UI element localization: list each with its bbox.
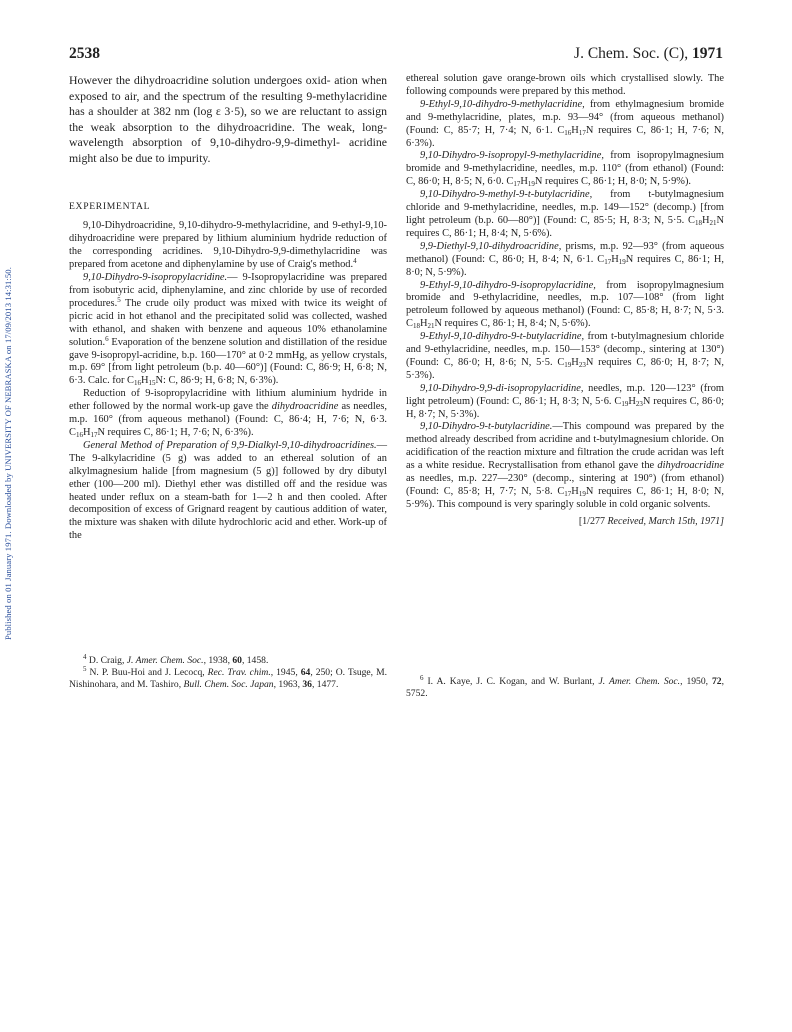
compound-text: prisms, m.p. 92—93° (from aqueous methanol) (Found: C, 86·0; H, 8·4; N, 6·1. C bbox=[406, 240, 724, 265]
paragraph-text: Reduction of 9-isopropylacridine with lithium aluminium hydride in ether followed by the normal work-up gave the bbox=[69, 388, 387, 413]
journal-name: J. Chem. Soc. (C), bbox=[574, 45, 692, 62]
paragraph-text: H bbox=[82, 426, 91, 438]
ref-superscript: 4 bbox=[353, 257, 357, 266]
subscript: 18 bbox=[412, 322, 420, 331]
paragraph-isopropyl bbox=[69, 272, 387, 388]
subscript: 18 bbox=[694, 218, 702, 227]
compound-text: needles, m.p. 120—123° (from light petroleum) (Found: C, 86·1; H, 8·3; N, 5·6. C bbox=[406, 382, 724, 407]
compound-entry bbox=[406, 150, 724, 189]
compound-name: 9-Ethyl-9,10-dihydro-9-isopropylacridine, bbox=[420, 279, 596, 291]
compound-text: H bbox=[571, 356, 579, 368]
compound-entry bbox=[406, 241, 724, 280]
journal-title: Bull. Chem. Soc. Japan bbox=[183, 678, 274, 690]
journal-year: 1971 bbox=[692, 45, 723, 62]
compound-name: 9,10-Dihydro-9-methyl-9-t-butylacridine, bbox=[420, 189, 593, 201]
footnote-text: N. P. Buu-Hoi and J. Lecocq, bbox=[86, 666, 208, 678]
download-watermark bbox=[2, 170, 16, 640]
subscript: 17 bbox=[564, 490, 572, 498]
compound-text: H bbox=[628, 395, 636, 407]
footnote-number: 5 bbox=[83, 664, 87, 673]
paragraph-text: Evaporation of the benzene solution and distillation of the residue gave 9-isopropyl-acridine, b.p. 160—170° at 0·2 mmHg, as yellow crystals, m.p. 69° [from light petroleum (b.p. 40—60°)] (Found: C, 86·9; H, 6·8; N, 6·3. Calc. for C bbox=[69, 336, 387, 387]
method-title: General Method of Preparation of 9,9-Dialkyl-9,10-dihydroacridines. bbox=[83, 439, 377, 451]
footnote-text: I. A. Kaye, J. C. Kogan, and W. Burlant, bbox=[423, 676, 599, 687]
footnote-6 bbox=[406, 676, 724, 700]
subscript: 16 bbox=[75, 430, 83, 439]
intro-line: acridine might also be due to impurity. bbox=[69, 135, 387, 165]
journal-title: J. Amer. Chem. Soc. bbox=[126, 655, 204, 666]
compound-text: H bbox=[571, 124, 579, 136]
footnote-5 bbox=[69, 664, 387, 691]
paragraph-text: 9,10-Dihydroacridine, 9,10-dihydro-9-methylacridine, and 9-ethyl-9,10-dihydroacridine were prepared by lithium aluminium hydride reduction of the corresponding acridines. 9,10-Dihydro-9,9-dimethylacridine was prepared from acetone and diphenylamine by use of Craig's method. bbox=[69, 220, 387, 271]
footnote-text: , 250; O. Tsuge, M. Nishinohara, and M. Tashiro, bbox=[69, 666, 387, 690]
italic-term: dihydroacridine bbox=[657, 460, 724, 472]
subscript: 19 bbox=[618, 257, 626, 266]
intro-line: wavelength absorption of 9,10-dihydro-9,9-dimethyl- bbox=[69, 135, 340, 150]
compound-text: N requires C, 86·1; H, 8·4; N, 5·6%). bbox=[434, 318, 591, 330]
paragraph-continued: ethereal solution gave orange-brown oils which crystallised slowly. The following compounds were prepared by this method. bbox=[406, 73, 724, 97]
compound-text: —This compound was prepared by the method already described from acridine and t-butylmagnesium chloride. On acidification of the reaction mixture and filtration the crude acridan was left as a white residue. Recrystallisation from ethanol gave the bbox=[406, 421, 724, 472]
compound-name: 9-Ethyl-9,10-dihydro-9-t-butylacridine, bbox=[420, 331, 585, 343]
journal-title: Rec. Trav. chim. bbox=[207, 666, 271, 678]
watermark-text: Published on 01 January 1971. Downloaded by UNIVERSITY OF NEBRASKA on 17/09/2013 14:31:50. bbox=[3, 267, 13, 640]
footnote-text: , 1963, bbox=[273, 678, 303, 690]
footnote-number: 6 bbox=[420, 674, 424, 682]
compound-name: 9,10-Dihydro-9-t-butylacridine. bbox=[420, 421, 553, 433]
subscript: 19 bbox=[527, 180, 535, 189]
journal-reference bbox=[574, 45, 723, 63]
compound-text: H bbox=[571, 486, 579, 497]
subscript: 19 bbox=[578, 490, 586, 498]
subscript: 23 bbox=[578, 360, 586, 369]
footnotes-right bbox=[406, 676, 724, 700]
intro-line: However the dihydroacridine solution undergoes oxid- bbox=[69, 73, 331, 87]
footnote-text: , 5752. bbox=[406, 676, 724, 699]
compound-text: from t-butylmagnesium chloride and 9-methylacridine, needles, m.p. 149—152° (decomp.) [from light petroleum (b.p. 60—80°)] (Found: C, 85·5; H, 8·3; N, 5·5. C bbox=[406, 189, 724, 226]
compound-title: 9,10-Dihydro-9-isopropylacridine. bbox=[83, 272, 228, 284]
compound-text: H bbox=[611, 253, 619, 265]
compound-text: as needles, m.p. 227—230° (decomp., sintering at 190°) (from ethanol) (Found: C, 85·8; H, 7·7; N, 5·8. C bbox=[406, 473, 724, 497]
paragraph-text: The crude oily product was mixed with twice its weight of picric acid in hot ethanol and the precipitated solid was collected, washed with ethanol, and shaken with benzene and aqueous 10% ethanolamine solution. bbox=[69, 297, 387, 348]
paragraph-text: — 9-Isopropylacridine was prepared from isobutyric acid, diphenylamine, and zinc chloride by use of recorded procedures. bbox=[69, 272, 387, 309]
subscript: 23 bbox=[635, 399, 643, 408]
right-column bbox=[406, 73, 724, 529]
subscript: 21 bbox=[709, 218, 717, 227]
paragraph-dihydroacridines bbox=[69, 220, 387, 272]
subscript: 19 bbox=[564, 360, 572, 369]
paragraph-text: —The 9-alkylacridine (5 g) was added to an ethereal solution of an alkylmagnesium halide [from magnesium (5 g)] followed by dry dibutyl ether (100—200 ml). Diethyl ether was distilled off and the residue was heated under reflux on a steam-bath for 1—2 h and then cooled. After decomposition of excess of Grignard reagent by cautious addition of water, the mixture was shaken with dilute hydrochloric acid and ether. Work-up of the bbox=[69, 439, 387, 542]
intro-line: resulting 9-methylacridine has a shoulder at 382 nm bbox=[69, 88, 388, 119]
footnote-text: , 1945, bbox=[270, 666, 301, 678]
subscript: 17 bbox=[604, 257, 612, 266]
compound-text: N requires C, 86·0; H, 8·7; N, 5·3%). bbox=[406, 395, 724, 420]
compound-entry bbox=[406, 189, 724, 241]
compound-text: N requires C, 86·1; H, 8·0; N, 5·9%). bbox=[534, 176, 692, 188]
section-heading-experimental: EXPERIMENTAL bbox=[69, 200, 151, 212]
compound-entry bbox=[406, 421, 724, 511]
compound-entry bbox=[406, 99, 724, 151]
compound-text: from isopropylmagnesium bromide and 9-ethylacridine, needles, m.p. 107—108° (from light petroleum followed by aqueous methanol) (Found: C, 85·8; H, 8·7; N, 5·3. C bbox=[406, 279, 724, 330]
subscript: 17 bbox=[578, 128, 586, 137]
ref-superscript: 5 bbox=[117, 295, 121, 304]
footnote-4 bbox=[69, 655, 387, 667]
compound-text: H bbox=[701, 214, 710, 226]
paragraph-text: H bbox=[140, 375, 149, 387]
footnote-number: 4 bbox=[83, 653, 87, 661]
compound-text: from ethylmagnesium bromide and 9-methylacridine, plates, m.p. 93—94° (from aqueous methanol) (Found: C, 85·7; H, 7·4; N, 6·1. C bbox=[406, 98, 724, 136]
subscript: 16 bbox=[133, 379, 141, 388]
paragraph-text: N: C, 86·9; H, 6·8; N, 6·3%). bbox=[155, 375, 279, 387]
footnote-text: , 1458. bbox=[241, 655, 269, 666]
volume: 60 bbox=[232, 655, 242, 666]
subscript: 21 bbox=[427, 322, 435, 331]
left-column bbox=[69, 73, 387, 543]
paragraph-text: as needles, m.p. 160° (from aqueous methanol) (Found: C, 86·4; H, 7·6; N, 6·3. C bbox=[69, 401, 388, 438]
intro-line: ation when exposed to air, and the spectrum of the bbox=[69, 73, 387, 103]
paragraph-text: N requires C, 86·1; H, 7·6; N, 6·3%). bbox=[97, 426, 254, 438]
journal-title: J. Amer. Chem. Soc. bbox=[598, 676, 681, 687]
compound-entry bbox=[406, 331, 724, 383]
footnote-text: , 1477. bbox=[311, 678, 339, 690]
page-number: 2538 bbox=[69, 45, 100, 62]
compound-entry bbox=[406, 280, 724, 332]
compound-text: N requires C, 86·1; H, 7·6; N, 6·3%). bbox=[406, 124, 724, 149]
ref-superscript: 6 bbox=[105, 334, 109, 343]
compound-text: N requires C, 86·1; H, 8·0; N, 5·9%). bbox=[406, 253, 724, 278]
compound-text: N requires C, 86·1; H, 8·4; N, 5·6%). bbox=[406, 214, 724, 239]
intro-line: (log ε 3·5), so we are reluctant to assign the weak bbox=[69, 104, 388, 134]
received-line bbox=[406, 516, 724, 529]
compound-name: 9,10-Dihydro-9,9-di-isopropylacridine, bbox=[420, 382, 584, 394]
footnotes-left bbox=[69, 655, 387, 690]
italic-term: dihydroacridine bbox=[271, 401, 339, 413]
compound-name: 9,10-Dihydro-9-isopropyl-9-methylacridine, bbox=[420, 150, 604, 162]
volume: 72 bbox=[712, 676, 722, 687]
subscript: 17 bbox=[513, 180, 521, 189]
subscript: 17 bbox=[90, 430, 98, 439]
intro-line: absorption to the dihydroacridine. The weak, long- bbox=[122, 119, 387, 134]
paragraph-reduction bbox=[69, 388, 387, 440]
compound-name: 9,9-Diethyl-9,10-dihydroacridine, bbox=[420, 240, 562, 252]
intro-paragraph bbox=[69, 73, 387, 167]
compound-text: H bbox=[419, 318, 428, 330]
compound-name: 9-Ethyl-9,10-dihydro-9-methylacridine, bbox=[420, 98, 585, 110]
footnote-text: D. Craig, bbox=[86, 655, 127, 666]
compound-entry bbox=[406, 383, 724, 422]
paper-code: [1/277 bbox=[578, 515, 608, 527]
volume: 64 bbox=[300, 666, 311, 678]
compound-text: from isopropylmagnesium bromide and 9-methylacridine, needles, m.p. 110° (from ethanol) (Found: C, 86·0; H, 8·5; N, 6·0. C bbox=[406, 150, 724, 188]
received-date: Received, March 15th, 1971] bbox=[607, 515, 724, 527]
subscript: 16 bbox=[564, 128, 572, 137]
footnote-text: , 1938, bbox=[203, 655, 233, 666]
compound-text: N requires C, 86·0; H, 8·7; N, 5·3%). bbox=[406, 356, 724, 381]
compound-text: N requires C, 86·1; H, 8·0; N, 5·9%). This compound is very sparingly soluble in cold organic solvents. bbox=[406, 486, 724, 510]
compound-text: H bbox=[520, 176, 528, 188]
volume: 36 bbox=[302, 678, 312, 690]
subscript: 15 bbox=[148, 379, 156, 388]
paragraph-general-method bbox=[69, 440, 387, 543]
footnote-text: , 1950, bbox=[680, 676, 712, 687]
subscript: 19 bbox=[621, 399, 629, 408]
compound-text: from t-butylmagnesium chloride and 9-ethylacridine, needles, m.p. 150—153° (decomp., sintering at 130°) (Found: C, 86·0; H, 8·6; N, 5·5. C bbox=[406, 331, 724, 368]
